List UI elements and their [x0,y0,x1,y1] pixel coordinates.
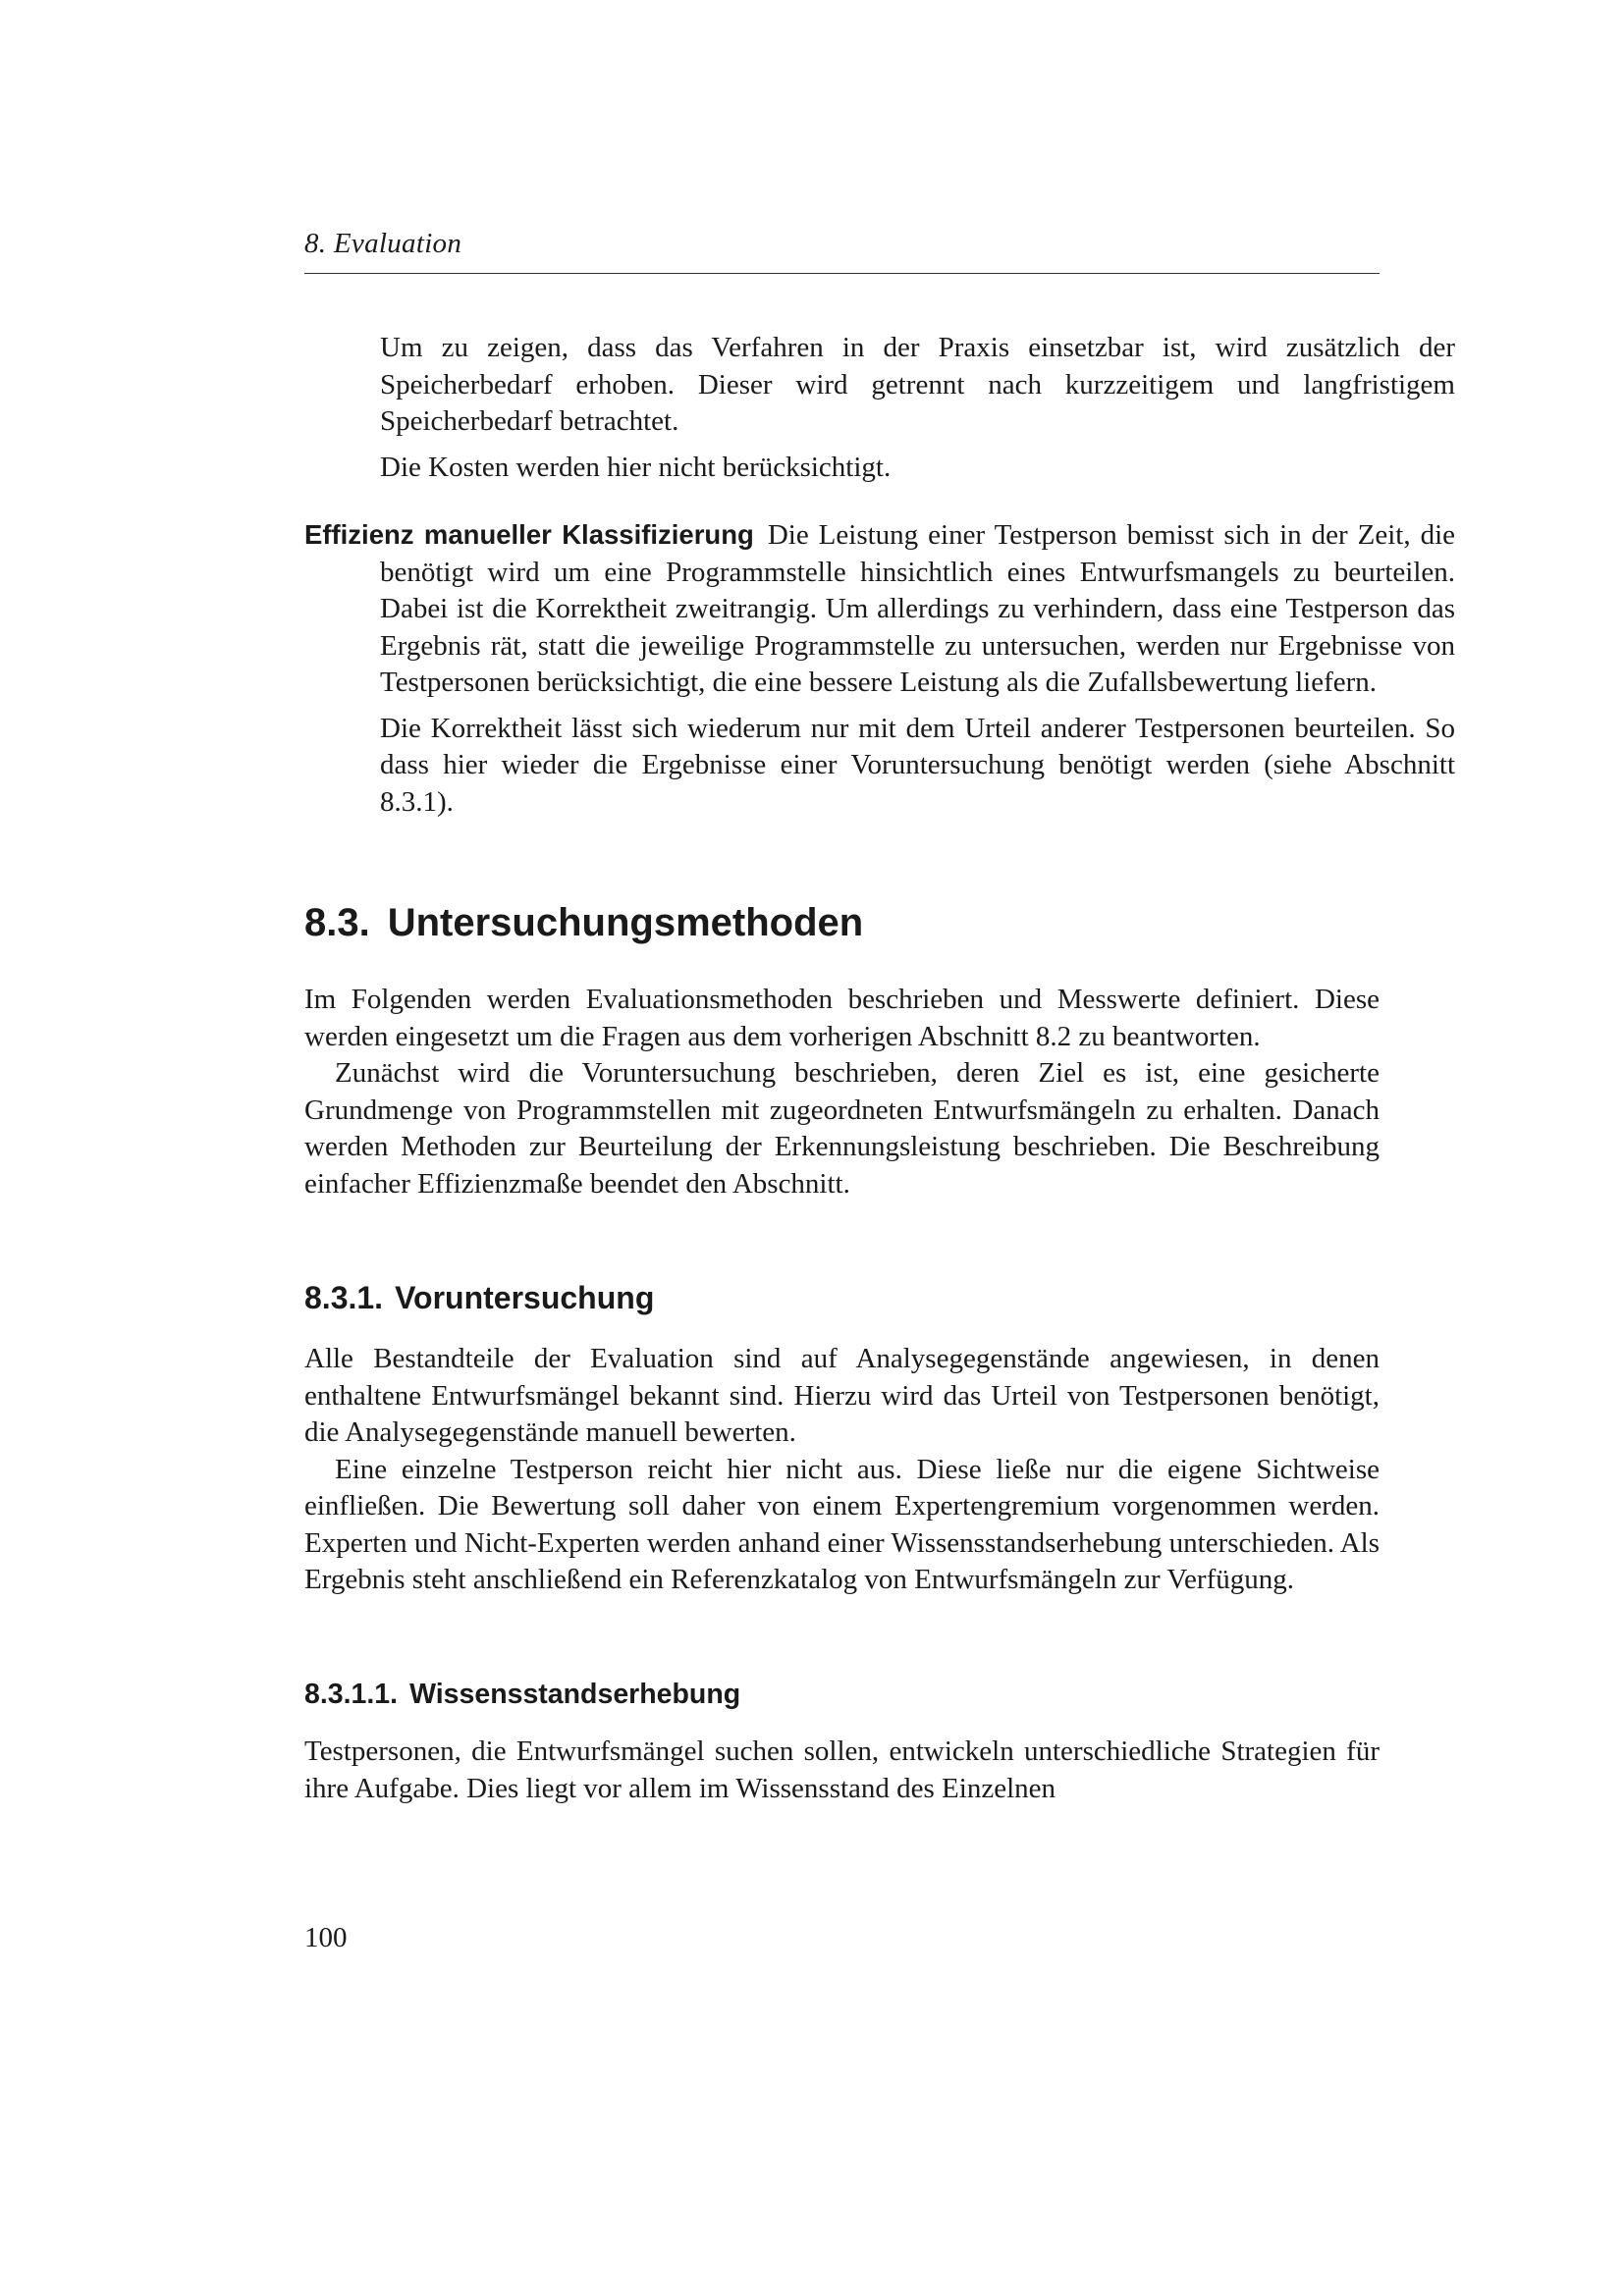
running-header: 8. Evaluation [304,228,462,259]
description-first-paragraph [304,516,1456,702]
subsubsection-paragraph-1: Testpersonen, die Entwurfsmängel suchen sollen, entwickeln unterschiedliche Strategien für ihre Aufgabe. Dies liegt vor allem im Wissensstand des Einzelnen [304,1735,1380,1804]
page-number: 100 [304,1922,348,1953]
section-number: 8.3. [304,901,370,944]
section-paragraph-1: Im Folgenden werden Evaluationsmethoden beschrieben und Messwerte definiert. Diese werden eingesetzt um die Fragen aus dem vorherigen Abschnitt 8.2 zu beantworten. [304,984,1380,1052]
section-body [304,982,1380,1202]
description-item-efficiency [304,516,1455,821]
paragraph-costs: Die Kosten werden hier nicht berücksichtigt. [380,451,892,483]
continued-description-item [304,330,1455,486]
subsubsection-heading [304,1679,740,1711]
description-text: Die Leistung einer Testperson bemisst sich in der Zeit, die benötigt wird um eine Programmstelle hinsichtlich eines Entwurfsmangels zu beurteilen. Dabei ist die Korrektheit zweitrangig. Um allerdings zu verhindern, dass eine Testperson das Ergebnis rät, statt die jeweilige Programmstelle zu untersuchen, werden nur Ergebnisse von Testpersonen berücksichtigt, die eine bessere Leistung als die Zufallsbewertung liefern. [380,519,1456,698]
subsection-heading [304,1280,654,1316]
section-heading [304,901,863,945]
subsection-paragraph-2: Eine einzelne Testperson reicht hier nicht aus. Diese ließe nur die eigene Sichtweise einfließen. Die Bewertung soll daher von einem Expertengremium vorgenommen werden. Experten und Nicht-Experten werden anhand einer Wissensstandserhebung unterschieden. Als Ergebnis steht anschließend ein Referenzkatalog von Entwurfsmängeln zur Verfügung. [304,1453,1380,1595]
subsection-body [304,1341,1380,1599]
subsection-paragraph-1: Alle Bestandteile der Evaluation sind auf Analysegegenstände angewiesen, in denen enthaltene Entwurfsmängel bekannt sind. Hierzu wird das Urteil von Testpersonen benötigt, die Analysegegenstände manuell bewerten. [304,1343,1380,1448]
description-label: Effizienz manueller Klassifizierung [304,519,754,550]
header-rule [304,273,1380,274]
paragraph-memory-usage: Um zu zeigen, dass das Verfahren in der Praxis einsetzbar ist, wird zusätzlich der Speicherbedarf erhoben. Dieser wird getrennt nach kurzzeitigem und langfristigem Speicherbedarf betrachtet. [380,332,1455,437]
section-title: Untersuchungsmethoden [387,901,864,944]
description-second-paragraph: Die Korrektheit lässt sich wiederum nur mit dem Urteil anderer Testpersonen beurteilen. So dass hier wieder die Ergebnisse einer Voruntersuchung benötigt werden (siehe Abschnitt 8.3.1). [380,712,1455,818]
subsubsection-body [304,1734,1380,1807]
subsubsection-title: Wissensstandserhebung [409,1679,741,1710]
subsubsection-number: 8.3.1.1. [304,1679,399,1710]
subsection-number: 8.3.1. [304,1280,384,1315]
subsection-title: Voruntersuchung [395,1280,655,1315]
section-paragraph-2: Zunächst wird die Voruntersuchung beschrieben, deren Ziel es ist, eine gesicherte Grundmenge von Programmstellen mit zugeordneten Entwurfsmängeln zu erhalten. Danach werden Methoden zur Beurteilung der Erkennungsleistung beschrieben. Die Beschreibung einfacher Effizienzmaße beendet den Abschnitt. [304,1057,1380,1200]
